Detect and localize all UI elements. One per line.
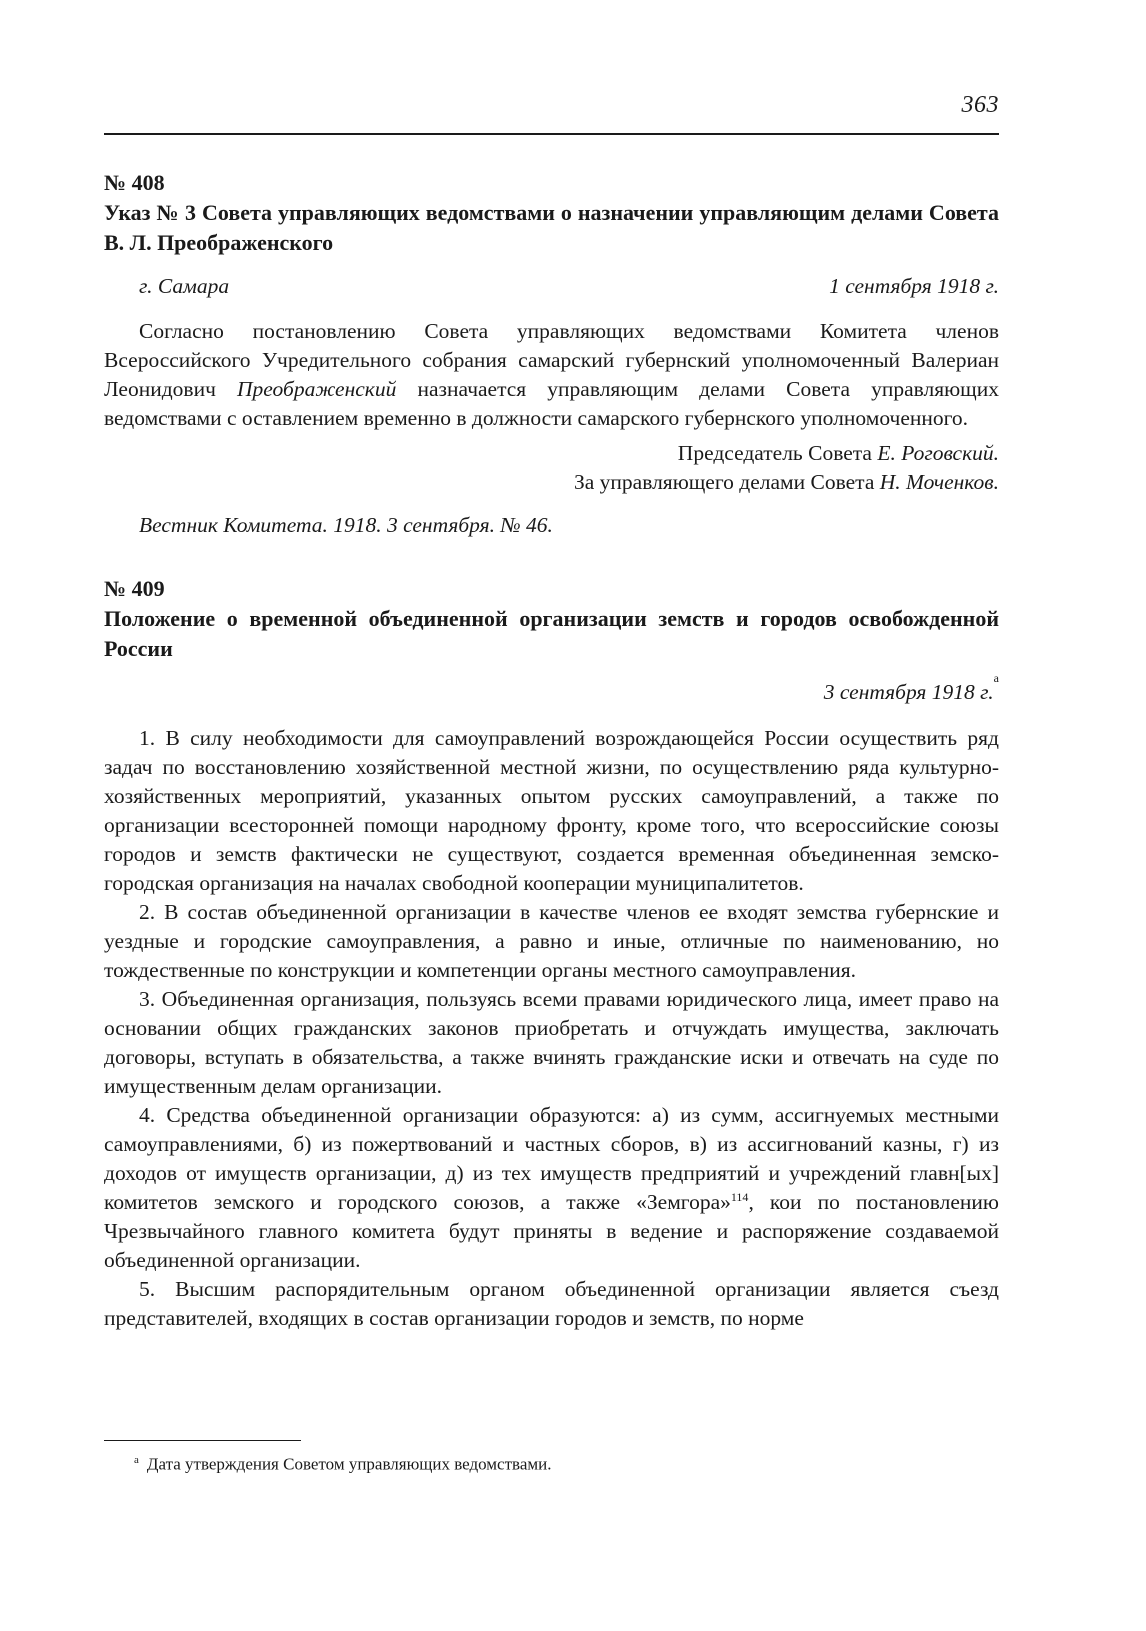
page-content — [104, 168, 999, 1333]
clause-2: 2. В состав объединенной организации в качестве членов ее входят земства губернские и уездные и городские самоуправления, а равно и иные, отличные по наименованию, но тождественные по конструкции и компетенции органы местного самоуправления. — [104, 900, 999, 982]
signature-chairman — [104, 439, 999, 468]
body-name: Преображенский — [237, 377, 397, 401]
document-date: 1 сентября 1918 г. — [829, 274, 999, 298]
body-text: назначается управляющим делами Совета управляющих ведомствами с оставлением временно в должности самарского губернского уполномоченного. — [104, 377, 999, 430]
document-number: № 409 — [104, 576, 165, 601]
clause-4 — [104, 1101, 999, 1275]
document-408 — [104, 168, 999, 540]
signature-role: За управляющего делами Совета — [573, 470, 880, 494]
header-rule — [104, 133, 999, 135]
document-source: Вестник Комитета. 1918. 3 сентября. № 46. — [139, 513, 553, 537]
footnote-marker: а — [993, 671, 999, 685]
footnote-rule — [104, 1440, 301, 1441]
clause-5: 5. Высшим распорядительным органом объединенной организации является съезд представителей, входящих в состав организации городов и земств, по норме — [104, 1277, 999, 1330]
clause-text: , кои по постановлению Чрезвычайного главного комитета будут приняты в ведение и распоряжение создаваемой объединенной организации. — [104, 1190, 999, 1272]
document-title: Положение о временной объединенной организации земств и городов освобожденной России — [104, 606, 999, 661]
body-text: Согласно постановлению Совета управляющих ведомствами Комитета членов Всероссийского Учредительного собрания самарский губернский уполномоченный Валериан Леонидович — [104, 319, 999, 401]
page-number: 363 — [961, 92, 999, 118]
footnote — [134, 1448, 551, 1477]
signatures — [104, 439, 999, 497]
document-number: № 408 — [104, 170, 165, 195]
document-place: г. Самара — [139, 274, 230, 298]
footnote-mark: а — [134, 1454, 139, 1466]
clause-3: 3. Объединенная организация, пользуясь всеми правами юридического лица, имеет право на основании общих гражданских законов приобретать и отчуждать имущества, заключать договоры, вступать в обязательства, а также вчинять гражданские иски и отвечать на суде по имущественным делам организации. — [104, 987, 999, 1098]
place-date-line — [104, 272, 999, 301]
footnote-text: Дата утверждения Советом управляющих ведомствами. — [146, 1454, 552, 1474]
document-body — [104, 317, 999, 433]
signature-manager — [104, 468, 999, 497]
document-title: Указ № 3 Совета управляющих ведомствами о назначении управляющим делами Совета В. Л. Преображенского — [104, 200, 999, 255]
clause-1: 1. В силу необходимости для самоуправлений возрождающейся России осуществить ряд задач по восстановлению хозяйственной местной жизни, по осуществлению ряда культурно-хозяйственных мероприятий, указанных опытом русских самоуправлений, а также по организации всесторонней помощи народному фронту, кроме того, что всероссийские союзы городов и земств фактически не существуют, создается временная объединенная земско-городская организация на началах свободной кооперации муниципалитетов. — [104, 726, 999, 895]
endnote-reference: 114 — [730, 1189, 749, 1204]
signature-role: Председатель Совета — [677, 441, 878, 465]
document-date-line — [104, 671, 999, 707]
clause-text: 4. Средства объединенной организации образуются: а) из сумм, ассигнуемых местными самоуправлениями, б) из пожертвований и частных сборов, в) из ассигнований казны, г) из доходов от имуществ организации, д) из тех имуществ предприятий и учреждений главн[ых] комитетов земского и городского союзов, а также «Земгора» — [104, 1103, 999, 1214]
signature-name: Н. Моченков. — [879, 470, 999, 494]
document-409 — [104, 574, 999, 1333]
signature-name: Е. Роговский. — [877, 441, 999, 465]
document-date: 3 сентября 1918 г. — [823, 680, 994, 704]
